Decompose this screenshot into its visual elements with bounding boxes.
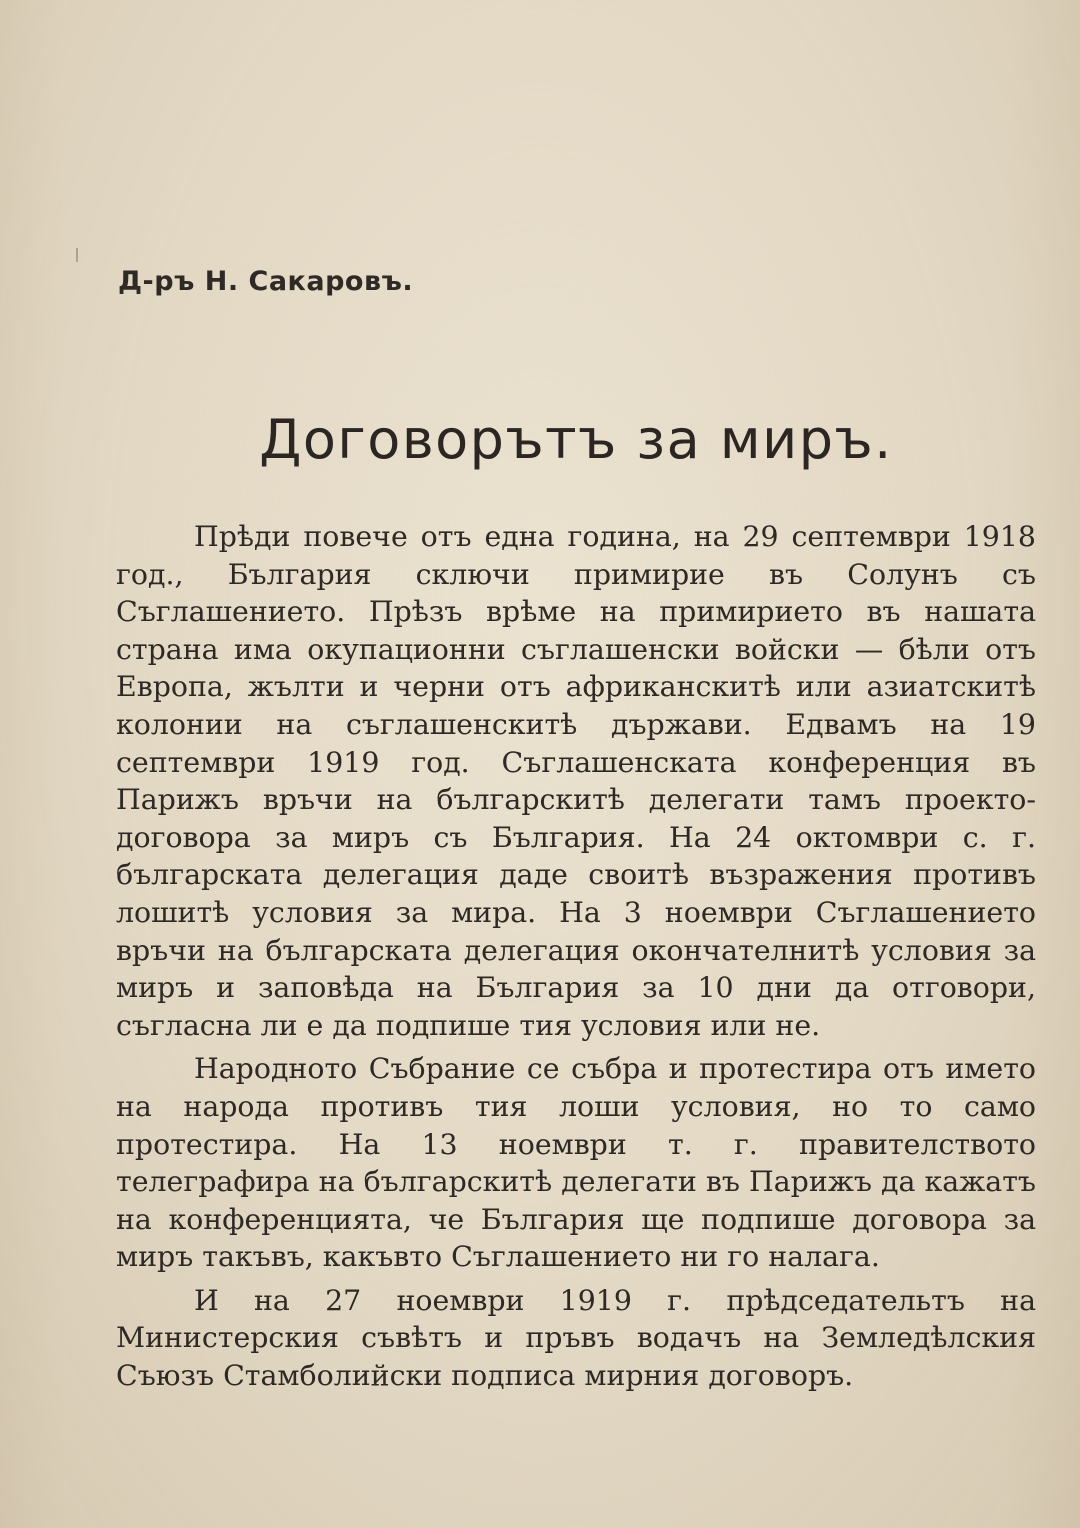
paragraph-2: Народното Събрание се събра и протестира отъ името на народа противъ тия лоши условия, но то само протестира. На 13 ноември т. г. правителството телеграфира на българскитѣ делегати въ Парижъ да кажатъ на конференцията, че България ще подпише договора за миръ такъвъ, какъвто Съглашението ни го налага.	[116, 1052, 1036, 1274]
margin-mark	[76, 248, 78, 262]
paragraph-1: Прѣди повече отъ една година, на 29 септември 1918 год., България сключи примирие въ Солунъ съ Съглашението. Прѣзъ врѣме на примирието въ нашата страна има окупационни съглашенски войски — бѣли отъ Европа, жълти и черни отъ африканскитѣ или азиатскитѣ колонии на съглашенскитѣ държави. Едвамъ на 19 септември 1919 год. Съглашенската конференция въ Парижъ връчи на българскитѣ делегати тамъ проекто-договора за миръ съ България. На 24 октомври с. г. българската делегация даде своитѣ възражения противъ лошитѣ условия за мира. На 3 ноември Съглашението връчи на българската делегация окончателнитѣ условия за миръ и заповѣда на България за 10 дни да отговори, съгласна ли е да подпише тия условия или не.	[116, 520, 1036, 1042]
paragraph-3: И на 27 ноември 1919 г. прѣдседательтъ на Министерския съвѣтъ и пръвъ водачъ на Земледѣлския Съюзъ Стамболийски подписа мирния договоръ.	[116, 1283, 1036, 1393]
document-title: Договорътъ за миръ.	[259, 408, 893, 471]
author-name: Д-ръ Н. Сакаровъ.	[118, 266, 414, 297]
document-body	[116, 518, 1036, 1395]
